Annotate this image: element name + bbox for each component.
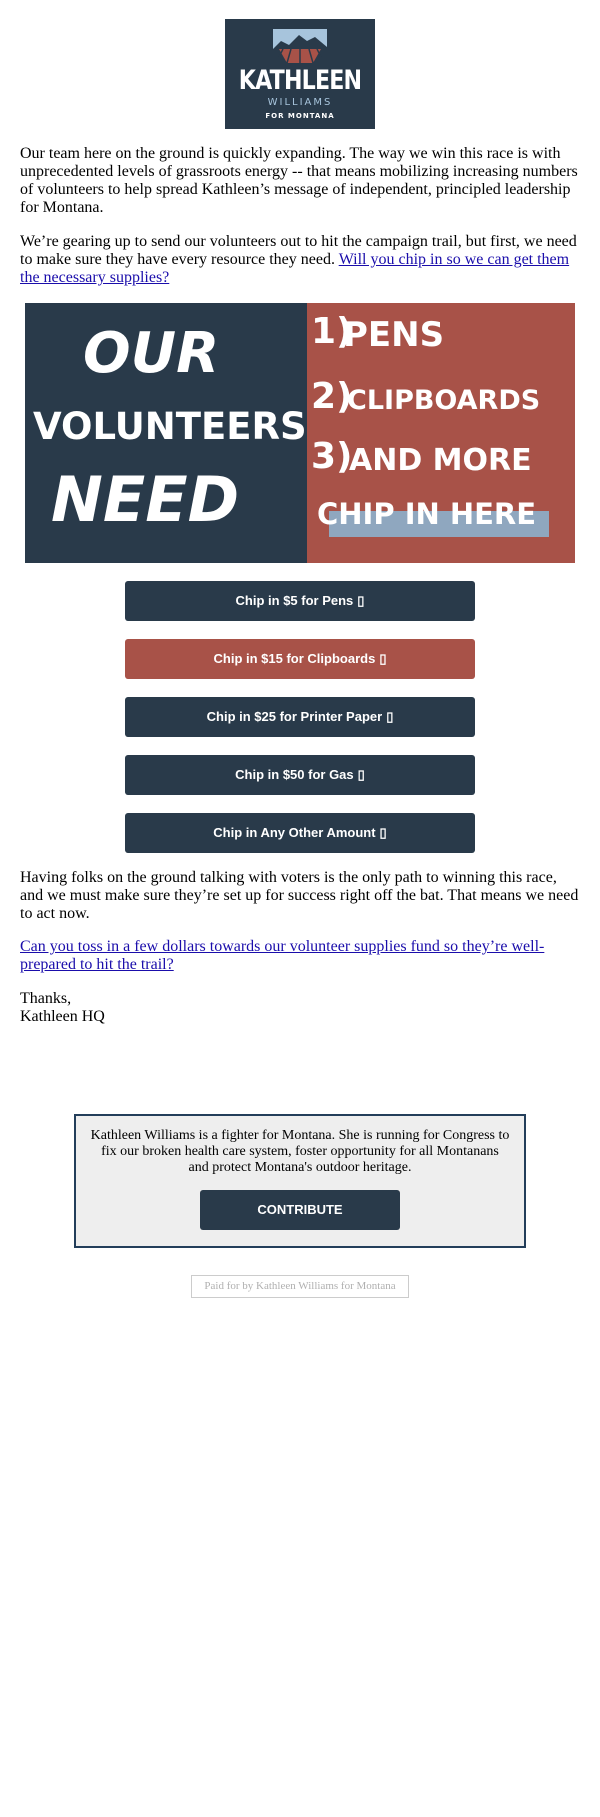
chip-in-15-clipboards-label: Chip in $15 for Clipboards: [213, 651, 376, 666]
body-paragraph-3: Having folks on the ground talking with voters is the only path to winning this race, and we must make sure they’re set up for success right off the bat. That means we need to act now.: [20, 869, 579, 922]
intro-paragraph-2-text: We’re gearing up to send our volunteers out to hit the campaign trail, but first, we need to make sure they have every resource they need.: [20, 233, 577, 268]
chip-in-50-gas-label: Chip in $50 for Gas: [235, 767, 354, 782]
chip-in-25-printer-paper-label: Chip in $25 for Printer Paper: [206, 709, 383, 724]
arrow-icon: ▯: [379, 651, 387, 666]
mountain-logo-icon: [273, 29, 327, 65]
banner-item1-number: 1): [311, 311, 353, 352]
chip-in-other-amount-button[interactable]: [125, 813, 475, 853]
arrow-icon: ▯: [379, 825, 387, 840]
chip-in-supplies-link[interactable]: Will you chip in so we can get them the necessary supplies?: [20, 251, 570, 286]
arrow-icon: ▯: [357, 767, 365, 782]
chip-in-15-clipboards-button[interactable]: [125, 639, 475, 679]
intro-paragraph-2: [20, 233, 582, 287]
logo-name: KATHLEEN: [238, 65, 362, 96]
chip-in-5-pens-label: Chip in $5 for Pens: [235, 593, 354, 608]
about-candidate-text: Kathleen Williams is a fighter for Montana. She is running for Congress to fix our broken health care system, foster opportunity for all Montanans and protect Montana's outdoor heritage.: [90, 1128, 510, 1175]
intro-paragraph-1: Our team here on the ground is quickly expanding. The way we win this race is with unprecedented levels of grassroots energy -- that means mobilizing increasing numbers of volunteers to help spread Kathleen’s message of independent, principled leadership for Montana.: [20, 145, 578, 216]
logo-surname: WILLIAMS: [267, 97, 333, 108]
banner-item2-number: 2): [311, 376, 353, 417]
banner-chip-in-here[interactable]: CHIP IN HERE: [317, 497, 537, 531]
signature: Kathleen HQ: [20, 1008, 105, 1025]
volunteer-supplies-fund-link[interactable]: Can you toss in a few dollars towards our volunteer supplies fund so they’re well-prepared to hit the trail?: [20, 938, 545, 973]
signoff: Thanks,: [20, 990, 72, 1007]
body-paragraph-4: [20, 938, 582, 974]
chip-in-5-pens-button[interactable]: [125, 581, 475, 621]
chip-in-50-gas-button[interactable]: [125, 755, 475, 795]
banner-item3: AND MORE: [349, 443, 532, 478]
campaign-logo: [225, 19, 375, 129]
logo-tagline: FOR MONTANA: [265, 112, 335, 120]
chip-in-25-printer-paper-button[interactable]: [125, 697, 475, 737]
banner-item3-number: 3): [311, 436, 353, 477]
volunteers-need-banner[interactable]: [25, 303, 575, 563]
paid-for-by-disclaimer: Paid for by Kathleen Williams for Montana: [191, 1275, 409, 1298]
arrow-icon: ▯: [386, 709, 394, 724]
banner-our: OUR: [83, 321, 220, 386]
banner-need: NEED: [51, 463, 240, 536]
chip-in-other-amount-label: Chip in Any Other Amount: [213, 825, 376, 840]
about-candidate-box: [74, 1114, 526, 1248]
contribute-button[interactable]: CONTRIBUTE: [200, 1190, 400, 1230]
arrow-icon: ▯: [357, 593, 365, 608]
banner-item1: PENS: [343, 315, 445, 355]
banner-volunteers: VOLUNTEERS: [33, 405, 307, 448]
banner-item2: CLIPBOARDS: [347, 385, 541, 416]
